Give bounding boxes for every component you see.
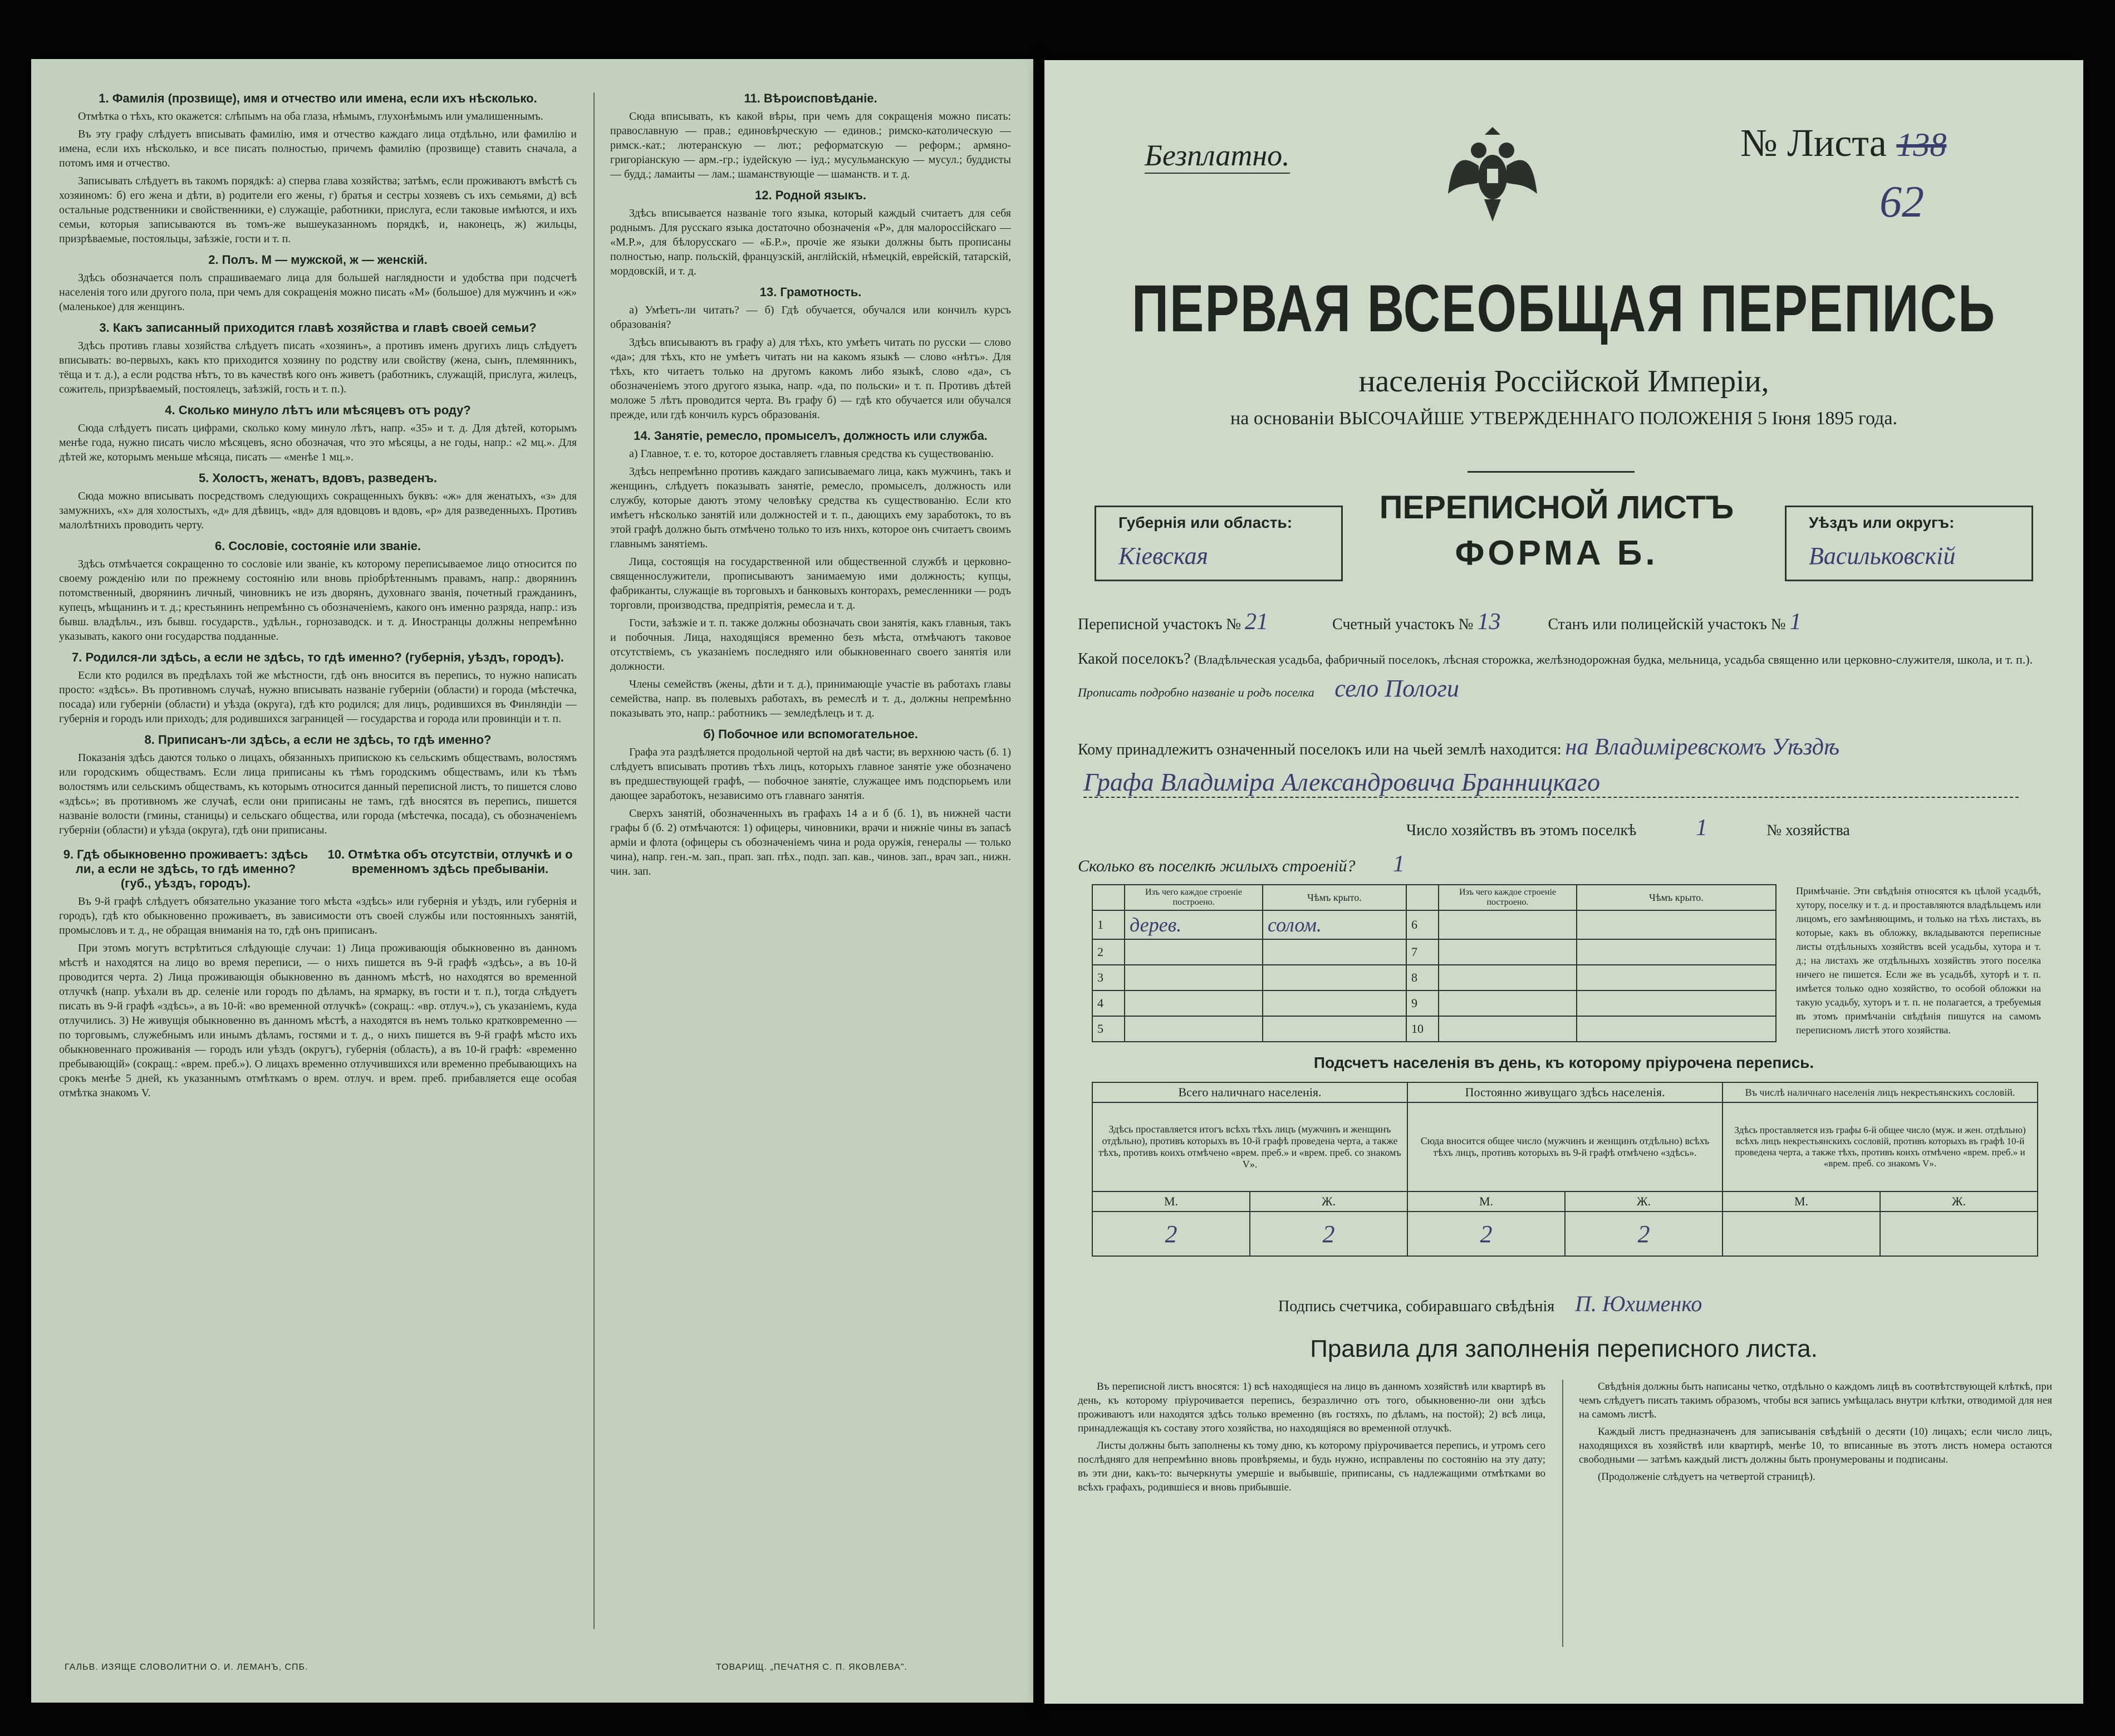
rules-left xyxy=(1078,1380,1545,1498)
section-paragraph: Здѣсь непремѣнно противъ каждаго записываемаго лица, какъ мужчинъ, такъ и женщинъ, слѣдуетъ показывать занятіе, ремесло, промыселъ, должность или службу, которые даютъ этому человѣку средства къ существованію. Если кто имѣетъ нѣсколько занятій или должностей и т. п., дающихъ ему заработокъ, то въ этой графѣ должно быть отмѣчено только то изъ нихъ, которое онъ считаетъ своимъ главнымъ занятіемъ. xyxy=(610,465,1011,550)
instructions-column-2 xyxy=(610,85,1011,882)
section-heading: 3. Какъ записанный приходится главѣ хозяйства и главѣ своей семьи? xyxy=(99,321,537,335)
section-paragraph: Здѣсь вписываютъ въ графу а) для тѣхъ, кто умѣетъ читать по русски — слово «да»; для тѣхъ, кто не умѣетъ читать ни на какомъ языкѣ — слово «нѣтъ». Для тѣхъ, кто читаетъ только на другомъ какомъ либо языкѣ, слово «да», съ обозначеніемъ этого другого языка, напр. «да, по польски» и т. п. Противъ дѣтей моложе 5 лѣтъ проводится черта. Въ графу б) — гдѣ кто обучается или обучался прежде, или гдѣ кончилъ курсъ образованія. xyxy=(610,336,1011,421)
section-heading: 14. Занятіе, ремесло, промыселъ, должность или служба. xyxy=(634,429,988,443)
section-heading: 2. Полъ. М — мужской, ж — женскій. xyxy=(208,253,428,267)
title-rule xyxy=(1468,471,1635,473)
roof-cell xyxy=(1263,965,1406,990)
rules-paragraph: Въ переписной листъ вносятся: 1) всѣ находящіеся на лицо въ данномъ хозяйствѣ или квартирѣ въ день, къ которому пріурочивается перепись, безразлично отъ того, обыкновенно-ли они здѣсь проживаютъ или находятся здѣсь только временно (въ гостяхъ, по дѣламъ, на постой); 2) всѣ лица, принадлежащія къ составу этого хозяйства, но находящіяся во временной отлучкѣ. xyxy=(1078,1381,1545,1434)
non-peasant-female xyxy=(1880,1212,2038,1256)
population-table xyxy=(1092,1082,2038,1257)
instructions-column-1 xyxy=(59,85,577,1104)
settlement-hint: (Владѣльческая усадьба, фабричный поселокъ, лѣсная сторожка, желѣзнодорожная будка, мельница, усадьба священно или церковно-служителя, школа, и т. п.). xyxy=(1194,653,2033,666)
material-cell xyxy=(1125,990,1263,1016)
count-plot-value: 13 xyxy=(1477,609,1501,635)
section-paragraph: Члены семействъ (жены, дѣти и т. д.), принимающіе участіе въ работахъ главы семейства, напр. въ полевыхъ работахъ, въ ремеслѣ и т. д., должны непремѣнно показывать это, напр.: работникъ — земледѣлецъ и т. д. xyxy=(610,678,1011,719)
right-page xyxy=(1044,60,2083,1704)
section-paragraph: Показанія здѣсь даются только о лицахъ, обязанныхъ припискою къ сельскимъ обществамъ, волостямъ или городскимъ обществамъ. Если лица приписаны къ тѣмъ городскимъ обществамъ, или къ тѣмъ волостямъ или сельскимъ обществамъ, къ которымъ относится данный переписной листъ, то пишется слово «здѣсь»; въ противномъ же случаѣ, если они приписаны не тамъ, гдѣ вносятся въ перепись, пишется названіе волости (гмины, станицы) и сельскаго общества, или города (мѣстечка, посада), съ обозначеніемъ губерніи (области) и уѣзда (округа), гдѣ они приписаны. xyxy=(59,752,577,836)
material-cell xyxy=(1125,965,1263,990)
census-plot-label: Переписной участокъ № xyxy=(1078,616,1241,633)
rules-paragraph: Свѣдѣнія должны быть написаны четко, отдѣльно о каждомъ лицѣ въ соотвѣтствующей клѣткѣ, при чемъ слѣдуетъ писать такимъ образомъ, чтобы вся запись умѣщалась внутри клѣтки, отводимой для нея на самомъ листѣ. xyxy=(1579,1381,2052,1420)
households-label: Число хозяйствъ въ этомъ поселкѣ xyxy=(1406,822,1637,839)
row-number: 9 xyxy=(1406,990,1439,1016)
section-paragraph: Здѣсь вписывается названіе того языка, который каждый считаетъ для себя роднымъ. Для русскаго языка достаточно обозначенія «Р», для малороссійскаго — «М.Р.», для бѣлорусскаго — «Б.Р.», прочіе же языки должны быть прописаны полностью, напр. польскій, французскій, англійскій, нѣмецкій, еврейскій, татарскій, мордовскій, и т. д. xyxy=(610,207,1011,277)
form-title: ПЕРЕПИСНОЙ ЛИСТЪ xyxy=(1379,489,1734,526)
section-paragraph: Графа эта раздѣляется продольной чертой на двѣ части; въ верхнюю часть (б. 1) слѣдуетъ вписывать противъ тѣхъ лицъ, которыхъ главное занятіе уже обозначено въ предшествующей графѣ, — побочное занятіе, служащее имъ подспорьемъ или дающее заработокъ, независимо отъ главнаго занятія. xyxy=(610,746,1011,802)
owner-value-2: Графа Владиміра Александровича Бранницкаго xyxy=(1083,767,2019,798)
section-paragraph: Сверхъ занятій, обозначенныхъ въ графахъ 14 а и б (б. 1), въ нижней части графы б (б. 2) отмѣчаются: 1) офицеры, чиновники, врачи и нижніе чины въ запасѣ арміи и флота (офицеры съ обозначеніемъ чина и рода оружія, генералы — только чина), напр. ген.-м. зап., прап. зап. пѣх., подп. зап. кав., чинов. зап., врач зап., нижн. чин. зап. xyxy=(610,807,1011,877)
m-label: М. xyxy=(1723,1191,1880,1212)
police-plot-label: Станъ или полицейскій участокъ № xyxy=(1548,616,1786,633)
household-number-label: № хозяйства xyxy=(1766,822,1850,839)
row-number: 7 xyxy=(1406,939,1439,965)
column-divider xyxy=(593,92,595,1629)
col-material-2: Изъ чего каждое строеніе построено. xyxy=(1439,885,1577,910)
settlement-hint-2: Прописать подробно названіе и родъ поселка xyxy=(1078,685,1314,699)
section-paragraph: Здѣсь отмѣчается сокращенно то сословіе или званіе, къ которому переписываемое лицо относится по своему рожденію или по прежнему состоянію или вновь пріобрѣтеннымъ правамъ, напр.: дворянинъ потомственный, дворянинъ личный, чиновникъ не изъ дворянъ, духовнаго званія, почетный гражданинъ, купецъ, мѣщанинъ и т. д.; крестьянинъ непремѣнно съ обозначеніемъ, какого онъ именно разряда, напр.: изъ бывш. владѣльч., изъ бывш. государств., удѣльн., горнозаводск. и т. д. Иностранцы должны непремѣнно указывать, какого они государства подданные. xyxy=(59,558,577,643)
roof-cell xyxy=(1263,990,1406,1016)
rules-paragraph: (Продолженіе слѣдуетъ на четвертой страницѣ). xyxy=(1598,1471,1815,1483)
rules-divider xyxy=(1562,1380,1563,1647)
total-present-header: Всего наличнаго населенія. xyxy=(1092,1082,1407,1102)
section-paragraph: Если кто родился въ предѣлахъ той же мѣстности, гдѣ онъ вносится въ перепись, то нужно написать просто: «здѣсь». Въ противномъ случаѣ, нужно вписывать названіе губерніи (области) и города (мѣстечка, посада) или губерніи (области) и уѣзда (округа), гдѣ кто родился; для лицъ, родившихся въ Финляндіи — губернія и городъ или приходъ; для родившихся заграницей — государства и города или провинціи и т. п. xyxy=(59,669,577,725)
section-heading: 11. Вѣроисповѣданіе. xyxy=(744,91,877,105)
sheet-number-label: № Листа xyxy=(1740,122,1887,165)
material-cell xyxy=(1125,1016,1263,1042)
section-paragraph: Отмѣтка о тѣхъ, кто окажется: слѣпымъ на оба глаза, нѣмымъ, глухонѣмымъ или умалишеннымъ. xyxy=(78,110,543,122)
sheet-number-struck: 138 xyxy=(1896,126,1947,163)
census-subtitle: населенія Россійской Имперіи, xyxy=(1358,364,1769,399)
section-paragraph: Сюда вписывать, къ какой вѣры, при чемъ для сокращенія можно писать: православную — прав.; единовѣрческую — единов.; римско-католическую — римск.-кат.; лютеранскую — лют.; реформатскую — реформ.; армяно-григоріанскую — арм.-гр.; іудейскую — іуд.; мусульманскую — мусул.; буддисты — будд.; ламаиты — лам.; шаманствующіе — шаманств. и т. д. xyxy=(610,110,1011,180)
province-label: Губернія или область: xyxy=(1118,514,1293,531)
roof-cell xyxy=(1263,939,1406,965)
section-heading: 6. Сословіе, состояніе или званіе. xyxy=(214,539,421,553)
section-paragraph: Гости, заѣзжіе и т. п. также должны обозначать свои занятія, какъ главныя, такъ и побочныя. Лица, находящіяся временно безъ мѣста, отмѣчаютъ таковое отсутствіемъ, съ указаніемъ последняго или обыкновеннаго своего занятія или должности. xyxy=(610,617,1011,673)
row-number: 8 xyxy=(1406,965,1439,990)
non-peasant-header: Въ числѣ наличнаго населенія лицъ некрестьянскихъ сословій. xyxy=(1723,1082,2038,1102)
permanent-male: 2 xyxy=(1407,1212,1565,1256)
section-heading: 1. Фамилія (прозвище), имя и отчество или имена, если ихъ нѣсколько. xyxy=(99,91,537,105)
table-row xyxy=(1092,910,1776,939)
permanent-female: 2 xyxy=(1565,1212,1723,1256)
row-number: 6 xyxy=(1406,910,1439,939)
police-plot-value: 1 xyxy=(1789,609,1802,635)
roof-cell: солом. xyxy=(1263,910,1406,939)
section-heading: 13. Грамотность. xyxy=(759,285,862,299)
sheet-number-handwritten: 62 xyxy=(1880,178,1924,227)
row-number: 10 xyxy=(1406,1016,1439,1042)
col-n xyxy=(1092,885,1125,910)
district-label: Уѣздъ или округъ: xyxy=(1809,514,1955,531)
count-title: Подсчетъ населенія въ день, къ которому пріурочена перепись. xyxy=(1313,1054,1814,1071)
m-label: М. xyxy=(1092,1191,1250,1212)
eagle-emblem xyxy=(1445,116,1540,227)
material-cell xyxy=(1439,965,1577,990)
signature-row xyxy=(1278,1291,1702,1317)
left-page xyxy=(31,59,1033,1703)
roof-cell xyxy=(1577,965,1776,990)
rules-right xyxy=(1579,1380,2052,1487)
section-heading: 12. Родной языкъ. xyxy=(754,188,867,202)
table-row xyxy=(1092,990,1776,1016)
free-label: Безплатно. xyxy=(1145,138,1290,174)
province-value: Кіевская xyxy=(1118,542,1208,570)
buildings-table-header xyxy=(1092,885,1776,910)
roof-cell xyxy=(1577,910,1776,939)
rules-title: Правила для заполненія переписного листа. xyxy=(1310,1335,1818,1362)
district-value: Васильковскій xyxy=(1809,542,1956,570)
footer-left: ГАЛЬВ. ИЗЯЩЕ СЛОВОЛИТНИ О. И. ЛЕМАНЪ, СПБ. xyxy=(65,1663,308,1672)
census-basis: на основаніи ВЫСОЧАЙШЕ УТВЕРЖДЕННАГО ПОЛОЖЕНІЯ 5 Іюня 1895 года. xyxy=(1230,408,1897,429)
section-heading: 7. Родился-ли здѣсь, а если не здѣсь, то гдѣ именно? (губернія, уѣздъ, городъ). xyxy=(72,650,564,664)
section-heading: 9. Гдѣ обыкновенно проживаетъ: здѣсь ли, а если не здѣсь, то гдѣ именно? (губ., уѣздъ, городъ). xyxy=(63,847,308,890)
roof-cell xyxy=(1577,1016,1776,1042)
roof-cell xyxy=(1263,1016,1406,1042)
zh-label: Ж. xyxy=(1250,1191,1407,1212)
non-peasant-text: Здѣсь проставляется изъ графы 6-й общее число (муж. и жен. отдѣльно) всѣхъ лицъ некрестьянскихъ сословій, противъ которыхъ въ графѣ 10-й проведена черта, а также тѣхъ, противъ коихъ отмѣчено «врем. преб.» и «врем. преб. со знакомъ V». xyxy=(1723,1102,2038,1191)
table-row xyxy=(1092,965,1776,990)
material-cell xyxy=(1439,990,1577,1016)
section-paragraph: а) Главное, т. е. то, которое доставляетъ главныя средства къ существованію. xyxy=(629,448,994,460)
zh-label: Ж. xyxy=(1880,1191,2038,1212)
rules-paragraph: Листы должны быть заполнены къ тому дню, къ которому пріурочивается перепись, и утромъ сего послѣдняго для непремѣнно вновь провѣряемы, и будь нужно, исправлены по состоянію на эту дату; въ эти дни, какъ-то: вычеркнуты умершіе и выбывшіе, приписаны, съ надлежащими отмѣтками во всѣхъ графахъ, родившіеся и вновь прибывшіе. xyxy=(1078,1440,1545,1493)
row-number: 4 xyxy=(1092,990,1125,1016)
settlement-row xyxy=(1078,645,2052,707)
roof-cell xyxy=(1577,990,1776,1016)
count-plot-label: Счетный участокъ № xyxy=(1332,616,1474,633)
permanent-header: Постоянно живущаго здѣсь населенія. xyxy=(1407,1082,1723,1102)
material-cell xyxy=(1439,1016,1577,1042)
col-n-2 xyxy=(1406,885,1439,910)
zh-label: Ж. xyxy=(1565,1191,1723,1212)
row-number: 3 xyxy=(1092,965,1125,990)
material-cell xyxy=(1439,910,1577,939)
material-cell xyxy=(1125,939,1263,965)
settlement-value: село Пологи xyxy=(1334,675,1459,702)
section-heading: 4. Сколько минуло лѣтъ или мѣсяцевъ отъ роду? xyxy=(165,403,471,417)
row-number: 1 xyxy=(1092,910,1125,939)
buildings-note: Примѣчаніе. Эти свѣдѣнія относятся къ цѣлой усадьбѣ, хутору, поселку и т. д. и проставляются владѣльцемъ или лицомъ, его замѣняющимъ, и только на тѣхъ листахъ, въ которые, какъ въ обложку, вкладываются переписные листы отдѣльныхъ хозяйствъ всей усадьбы, хутора и т. д.; на листахъ же отдѣльныхъ хозяйствъ этого поселка ничего не пишется. Если же въ усадьбѣ, хуторѣ и т. п. имѣется только одно хозяйство, то особой обложки на такую усадьбу, хуторъ и т. п. не полагается, а требуемыя въ этомъ примѣчаніи свѣдѣнія пишутся на самомъ переписномъ листѣ этого хозяйства. xyxy=(1796,885,2041,1036)
section-paragraph: а) Умѣетъ-ли читать? — б) Гдѣ обучается, обучался или кончилъ курсъ образованія? xyxy=(610,304,1011,331)
census-title: ПЕРВАЯ ВСЕОБЩАЯ ПЕРЕПИСЬ xyxy=(1131,272,1996,346)
footer-right: ТОВАРИЩ. „ПЕЧАТНЯ С. П. ЯКОВЛЕВА". xyxy=(716,1663,907,1672)
non-peasant-male xyxy=(1723,1212,1880,1256)
section-paragraph: Записывать слѣдуетъ въ такомъ порядкѣ: а) сперва глава хозяйства; затѣмъ, если проживаютъ вмѣстѣ съ хозяиномъ: б) его жена и дѣти, в) родители его жены, г) братья и сестры хозяевъ съ ихъ семьями, д) всѣ остальные родственники и свойственники, е) служащіе, работники, прислуга, если таковые имѣются, и ихъ семьи, которыя записываются въ томъ-же вышеуказанномъ порядкѣ, и, наконецъ, ж) жильцы, призрѣваемые, постояльцы, заѣзжіе, гости и т. п. xyxy=(59,175,577,245)
rules-paragraph: Каждый листъ предназначенъ для записыванія свѣдѣній о десяти (10) лицахъ; если число лицъ, находящихся въ хозяйствѣ или квартирѣ, менѣе 10, то вписанные въ этотъ листъ номера остаются свободными — затѣмъ каждый листъ должны быть пронумерованы и подписаны. xyxy=(1579,1426,2052,1465)
row-number: 5 xyxy=(1092,1016,1125,1042)
census-plot-value: 21 xyxy=(1245,609,1269,635)
form-letter: ФОРМА Б. xyxy=(1455,534,1658,572)
households-value: 1 xyxy=(1695,815,1707,841)
material-cell: дерев. xyxy=(1125,910,1263,939)
section-paragraph: Лица, состоящія на государственной или общественной службѣ и церковно-священнослужители, прописываютъ занимаемую ими должность; купцы, фабриканты, служащіе въ торговыхъ и банковыхъ конторахъ, ремесленники — родъ торговли, производства, предпріятія, ремесла и т. д. xyxy=(610,556,1011,611)
signature-value: П. Юхименко xyxy=(1575,1291,1702,1316)
plots-row xyxy=(1078,609,2058,635)
section-paragraph: Здѣсь противъ главы хозяйства слѣдуетъ писать «хозяинъ», а противъ именъ другихъ лицъ слѣдуетъ вписывать: во-первыхъ, какъ кто приходится хозяину по родству или свойству (жена, сынъ, племянникъ, тёща и т. д.), а если родства нѣтъ, то въ качествѣ кого онъ живетъ (работникъ, служащій, прислуга, жилецъ, сожитель, призрѣваемый, постоялецъ, заѣзжій, гость и т. п.). xyxy=(59,340,577,395)
signature-label: Подпись счетчика, собиравшаго свѣдѣнія xyxy=(1278,1298,1555,1315)
settlement-label: Какой поселокъ? xyxy=(1078,650,1191,668)
table-row xyxy=(1092,939,1776,965)
buildings-label: Сколько въ поселкѣ жилыхъ строеній? xyxy=(1078,857,1356,875)
buildings-row xyxy=(1078,851,1405,877)
section-paragraph: При этомъ могутъ встрѣтиться слѣдующіе случаи: 1) Лица проживающія обыкновенно въ данномъ мѣстѣ и находятся на лицо во время переписи, — о нихъ пишется въ 9-й графѣ «здѣсь», а въ 10-й проводится черта. 2) Лица проживающія обыкновенно въ данномъ мѣстѣ, но находятся во временной отлучкѣ (напр. уѣхали въ др. селеніе или городъ по дѣламъ, на ярмарку, въ гости и т. п.), тогда слѣдуетъ писать въ 9-й графѣ «здѣсь», а въ 10-й: «во временной отлучкѣ» (сокращ.: «вр. отлуч.»), съ указаніемъ, куда отлучились. 3) Не живущія обыкновенно въ данномъ мѣстѣ, а находятся въ немъ только кратковременно — по торговымъ, служебнымъ или инымъ дѣламъ, гостями и т. д., о нихъ пишется въ 9-й графѣ мѣсто ихъ обыкновеннаго проживанія — городъ или уѣздъ (округъ), губернія (область), а въ 10-й графѣ: «временно пребывающій» (сокращ.: «врем. преб.»). О лицахъ временно отлучившихся или временно пребывающихъ на срокъ менѣе 5 дней, къ указаннымъ отмѣткамъ о врем. отлуч. и врем. преб. прибавляется еще особая отмѣтка знакомъ V. xyxy=(59,942,577,1099)
section-heading: 5. Холостъ, женатъ, вдовъ, разведенъ. xyxy=(198,471,438,485)
section-heading: б) Побочное или вспомогательное. xyxy=(703,727,918,741)
buildings-table xyxy=(1092,884,1777,1042)
table-row xyxy=(1092,1016,1776,1042)
owner-label: Кому принадлежитъ означенный поселокъ или на чьей землѣ находится: xyxy=(1078,741,1562,758)
households-row xyxy=(1406,815,2052,841)
section-paragraph: Здѣсь обозначается полъ спрашиваемаго лица для большей наглядности и удобства при подсчетѣ населенія того или другого пола, при чемъ для сокращенія можно писать «М» (большое) для мужчинъ и «ж» (маленькое) для женщинъ. xyxy=(59,272,577,313)
section-paragraph: Въ 9-й графѣ слѣдуетъ обязательно указание того мѣста «здѣсь» или губернія и уѣздъ, или губернія и городъ), гдѣ кто обыкновенно проживаетъ, въ зависимости отъ своей службы или постоянныхъ занятій, промысловъ и т. д., не обращая вниманія на то, гдѣ онъ приписанъ. xyxy=(59,895,577,936)
district-box xyxy=(1785,506,2033,581)
section-paragraph: Сюда можно вписывать посредствомъ следующихъ сокращенныхъ буквъ: «ж» для женатыхъ, «з» для замужнихъ, «х» для холостыхъ, «д» для дѣвицъ, «вд» для вдовцовъ и вдовъ, «р» для разведенныхъ. Противъ малолѣтнихъ проводить черту. xyxy=(59,490,577,531)
col-roof: Чѣмъ крыто. xyxy=(1263,885,1406,910)
sheet-number xyxy=(1740,121,1946,166)
section-heading: 8. Приписанъ-ли здѣсь, а если не здѣсь, то гдѣ именно? xyxy=(144,733,492,747)
owner-value-1: на Владиміревскомъ Уѣздѣ xyxy=(1565,734,1839,760)
total-male: 2 xyxy=(1092,1212,1250,1256)
col-material: Изъ чего каждое строеніе построено. xyxy=(1125,885,1263,910)
province-box xyxy=(1095,506,1343,581)
total-female: 2 xyxy=(1250,1212,1407,1256)
col-roof-2: Чѣмъ крыто. xyxy=(1577,885,1776,910)
row-number: 2 xyxy=(1092,939,1125,965)
section-heading: 10. Отмѣтка объ отсутствіи, отлучкѣ и о временномъ здѣсь пребываніи. xyxy=(327,847,573,876)
permanent-text: Сюда вносится общее число (мужчинъ и женщинъ отдѣльно) всѣхъ тѣхъ лицъ, противъ которыхъ въ 9-й графѣ отмѣчено «здѣсь». xyxy=(1407,1102,1723,1191)
section-paragraph: Въ эту графу слѣдуетъ вписывать фамилію, имя и отчество каждаго лица отдѣльно, или фамилію и имена, если ихъ нѣсколько, и все писать полностью, причемъ фамилію (прозвище) ставить сначала, а потомъ имя и отчество. xyxy=(59,128,577,169)
buildings-value: 1 xyxy=(1393,851,1405,877)
split-headings xyxy=(59,841,577,894)
owner-row xyxy=(1078,734,2052,761)
section-paragraph: Сюда слѣдуетъ писать цифрами, сколько кому минуло лѣтъ, напр. «35» и т. д. Для дѣтей, которымъ менѣе года, нужно писать число мѣсяцевъ, ясно обозначая, что это мѣсяцы, а не годы, напр.: «2 мц.». Для дѣтей же, которымъ меньше мѣсяца, писать — «менѣе 1 мц.». xyxy=(59,422,577,463)
m-label: М. xyxy=(1407,1191,1565,1212)
material-cell xyxy=(1439,939,1577,965)
total-present-text: Здѣсь проставляется итогъ всѣхъ тѣхъ лицъ (мужчинъ и женщинъ отдѣльно), противъ которыхъ въ 10-й графѣ проведена черта, а также тѣхъ, противъ коихъ отмѣчено «врем. преб.» и «врем. преб. со знакомъ V». xyxy=(1092,1102,1407,1191)
roof-cell xyxy=(1577,939,1776,965)
